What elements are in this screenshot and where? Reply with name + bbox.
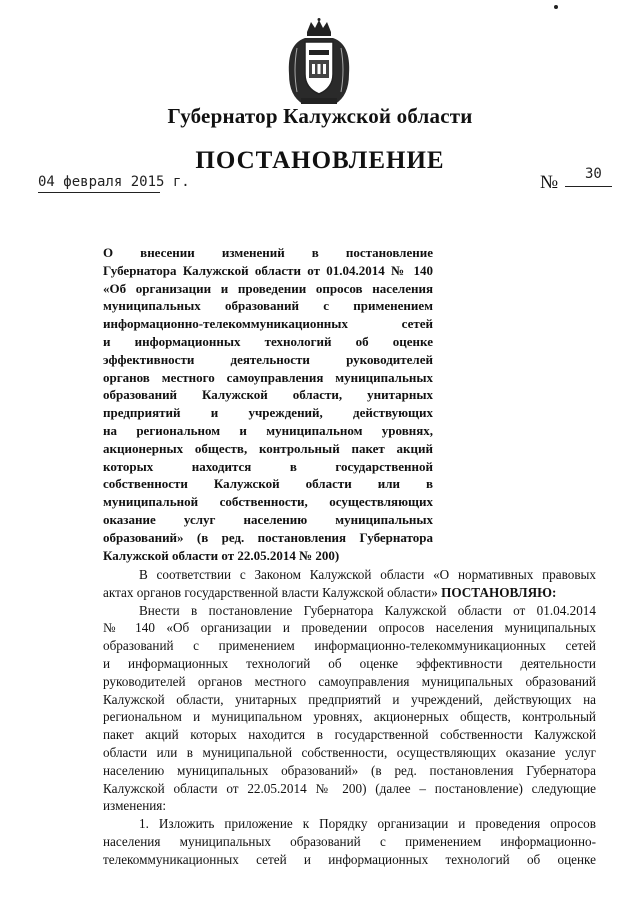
- paragraph-line: руководителей органов местного самоуправления муниципальных образований: [103, 673, 596, 689]
- subject-line: собственности Калужской области или в: [103, 476, 433, 492]
- paragraph-line: № 140 «Об организации и проведении опросов населения муниципальных: [103, 620, 596, 636]
- paragraph-line: области или в муниципальной собственности, осуществляющих оказание услуг: [103, 744, 596, 760]
- subject-line: Калужской области от 22.05.2014 № 200): [103, 547, 340, 563]
- paragraph-line: и информационных технологий об оценке эффективности деятельности: [103, 655, 596, 671]
- scan-dot-mark: [553, 4, 559, 10]
- paragraph-line: пакет акций которых находится в государственной собственности Калужской: [103, 727, 596, 743]
- preamble-line-with-decree: [103, 584, 596, 602]
- document-date: 04 февраля 2015 г.: [38, 174, 190, 190]
- preamble-line: актах органов государственной власти Калужской области»: [103, 584, 438, 600]
- subject-line: «Об организации и проведении опросов населения: [103, 280, 433, 296]
- subject-line: эффективности деятельности руководителей: [103, 351, 433, 367]
- paragraph-line: населению муниципальных образований» (в ред. постановления Губернатора: [103, 762, 596, 778]
- paragraph-line: региональном и муниципальном уровнях, акционерных обществ, контрольный: [103, 709, 596, 725]
- subject-line: которых находится в государственной: [103, 458, 433, 474]
- subject-block: [103, 244, 433, 564]
- document-type-heading: ПОСТАНОВЛЕНИЕ: [195, 147, 445, 174]
- subject-line: на региональном и муниципальном уровнях,: [103, 422, 433, 438]
- subject-line: оказание услуг населению муниципальных: [103, 511, 433, 527]
- paragraph-line: Калужской области, унитарных предприятий и учреждений, действующих на: [103, 691, 596, 707]
- item-line: 1. Изложить приложение к Порядку организации и проведения опросов: [139, 816, 596, 832]
- subject-line: Губернатора Калужской области от 01.04.2014 № 140: [103, 262, 433, 278]
- subject-line: и информационных технологий об оценке: [103, 333, 433, 349]
- subject-line: информационно-телекоммуникационных сетей: [103, 316, 433, 332]
- paragraph-line: Внести в постановление Губернатора Калужской области от 01.04.2014: [139, 602, 596, 618]
- paragraph-line: Калужской области от 22.05.2014 № 200) (далее – постановление) следующие: [103, 780, 596, 796]
- number-underline: [565, 186, 612, 187]
- body-text: [103, 566, 596, 869]
- subject-line: образований» (в ред. постановления Губернатора: [103, 529, 433, 545]
- issuer-title: Губернатор Калужской области: [167, 104, 473, 128]
- coat-of-arms-emblem: [283, 18, 355, 106]
- preamble-line: В соответствии с Законом Калужской области «О нормативных правовых: [139, 567, 596, 582]
- item-line: населения муниципальных образований с применением информационно-: [103, 833, 596, 849]
- subject-line: акционерных обществ, контрольный пакет акций: [103, 440, 433, 456]
- subject-line: органов местного самоуправления муниципальных: [103, 369, 433, 385]
- subject-line: предприятий и учреждений, действующих: [103, 405, 433, 421]
- subject-line: муниципальных образований с применением: [103, 298, 433, 314]
- date-underline: [38, 192, 160, 193]
- paragraph-line: изменения:: [103, 798, 167, 814]
- subject-line: образований Калужской области, унитарных: [103, 387, 433, 403]
- decree-word: ПОСТАНОВЛЯЮ:: [441, 584, 557, 600]
- subject-line: муниципальной собственности, осуществляющих: [103, 494, 433, 510]
- document-number: 30: [585, 166, 602, 182]
- number-sign: №: [540, 172, 559, 193]
- subject-line: О внесении изменений в постановление: [103, 245, 433, 260]
- paragraph-line: образований с применением информационно-телекоммуникационных сетей: [103, 638, 596, 654]
- item-line: телекоммуникационных сетей и информационных технологий об оценке: [103, 851, 596, 867]
